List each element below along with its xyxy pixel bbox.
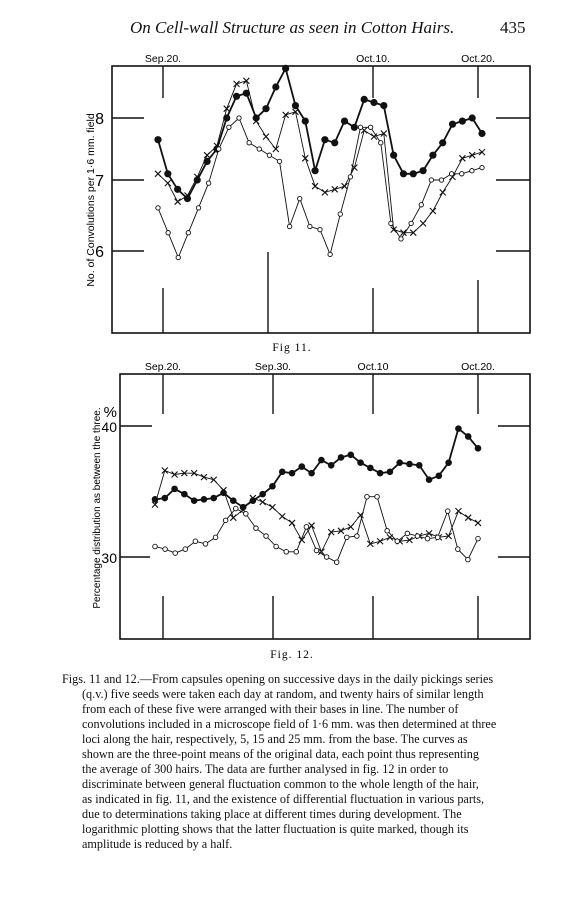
fig11-series-cross-point [273, 146, 279, 152]
fig11-series-filled-circle-point [164, 170, 171, 177]
fig11-series-filled-circle-point [174, 186, 181, 193]
caption-line: from each of these five were arranged with their bases in line. The number of [82, 702, 459, 716]
fig11-series-open-circle-point [217, 147, 221, 151]
fig12-series-open-circle-point [324, 555, 329, 560]
fig12-series-filled-circle-point [367, 465, 374, 472]
fig11-series-cross-point [430, 208, 436, 214]
fig11-series-open-circle-point [429, 178, 433, 182]
fig12-series-open-circle-point [355, 534, 360, 539]
fig12-series-open-circle-point [264, 534, 269, 539]
fig12-top-tick-sep20: Sep.20. [144, 361, 182, 373]
fig11-series-filled-circle-point [292, 102, 299, 109]
fig11-series-cross-point [243, 78, 249, 84]
fig11-series-open-circle-point [470, 169, 474, 173]
fig12-series-open-circle-point [445, 509, 450, 514]
fig11-series-cross-point [312, 183, 318, 189]
fig11-series-filled-circle-point [439, 139, 446, 146]
fig11-series-open-circle-point [338, 212, 342, 216]
fig11-series-cross-point [469, 152, 475, 158]
fig12-series-open-circle-point [294, 549, 299, 554]
fig11-series-filled-circle-point [272, 83, 279, 90]
fig12-series-cross-point [348, 524, 354, 530]
fig12-series-open-circle-point [244, 511, 249, 516]
fig12-series-open-circle-point [425, 536, 430, 541]
fig11-series-open-circle-point [176, 255, 180, 259]
fig12-series-filled-circle-point [347, 452, 354, 459]
fig11-series-filled-circle-point [351, 124, 358, 131]
fig11-series-open-circle-point [318, 227, 322, 231]
fig11-series-open-circle-point [156, 206, 160, 210]
fig11-series-filled-circle-point [370, 99, 377, 106]
fig12-series-filled-circle-point [318, 457, 325, 464]
fig11-top-tick-sep20: Sep.20. [144, 53, 182, 65]
fig12-y-tick-40: 40 [101, 419, 117, 435]
fig11-series-filled-circle-point [400, 170, 407, 177]
fig12-series-filled-circle-point [465, 433, 472, 440]
fig12-series-open-circle-point [385, 529, 390, 534]
fig12-plot-area [152, 425, 482, 564]
fig11-label: Fig 11. [272, 342, 312, 354]
fig12-series-cross-point [455, 508, 461, 514]
fig12-series-filled-circle-point [338, 454, 345, 461]
fig11-series-filled-circle-point [262, 105, 269, 112]
fig12-series-filled-circle-point [308, 470, 315, 477]
fig11-series-filled-circle-point [449, 121, 456, 128]
fig12-series-filled-circle-point [161, 495, 168, 502]
fig11-series-open-circle-point [227, 125, 231, 129]
fig12-series-filled-circle-point [455, 425, 462, 432]
fig12-series-cross-point [465, 515, 471, 521]
fig12-series-filled-circle-point [201, 496, 208, 503]
fig11-series-open-circle-point [379, 141, 383, 145]
fig11-top-tick-oct20: Oct.20. [461, 53, 495, 65]
fig11-series-open-circle-line [158, 118, 482, 258]
fig12-series-filled-circle-point [230, 497, 237, 504]
fig12-series-filled-circle-point [299, 463, 306, 470]
fig11-series-cross-point [204, 152, 210, 158]
fig11-series-open-circle-point [277, 159, 281, 163]
fig11-top-tick-oct10: Oct.10. [356, 53, 390, 65]
fig11-series-cross-point [155, 171, 161, 177]
caption-line: convolutions included in a microscope field of 1·6 mm. was then determined at three [82, 717, 497, 731]
fig11-series-filled-circle-point [282, 65, 289, 72]
fig11-series-filled-circle-point [429, 152, 436, 159]
figure-caption [62, 672, 562, 852]
fig12-series-cross-point [211, 477, 217, 483]
fig12-label: Fig. 12. [270, 649, 314, 661]
fig11-series-cross-point [371, 134, 377, 140]
fig12-series-open-circle-point [213, 535, 218, 540]
fig12-series-filled-circle-point [406, 461, 413, 468]
fig12-series-filled-circle-point [210, 495, 217, 502]
fig11-series-open-circle-point [308, 224, 312, 228]
fig12-y-tick-30: 30 [101, 550, 117, 566]
caption-line: discriminate between general fluctuation common to the whole length of the hair, [82, 777, 479, 791]
fig11-series-open-circle-point [409, 221, 413, 225]
fig12-series-filled-circle-point [445, 459, 452, 466]
fig12-series-cross-point [162, 468, 168, 474]
fig11-series-open-circle-point [206, 181, 210, 185]
fig11-series-filled-circle-point [361, 96, 368, 103]
fig12-series-cross-point [201, 474, 207, 480]
fig12-series-filled-circle-point [289, 470, 296, 477]
fig12-top-tick-oct20: Oct.20. [461, 361, 495, 373]
fig12-series-filled-circle-line [155, 429, 478, 508]
fig11-series-filled-circle-point [410, 170, 417, 177]
fig11-series-open-circle-point [460, 172, 464, 176]
fig11-series-filled-circle-point [469, 114, 476, 121]
fig11-series-cross-point [420, 220, 426, 226]
caption-line: loci along the hair, respectively, 5, 15 and 25 mm. from the base. The curves as [82, 732, 468, 746]
fig12-series-open-circle-point [405, 531, 410, 536]
fig11-series-filled-circle-point [390, 152, 397, 159]
fig12-series-filled-circle-point [475, 445, 482, 452]
fig11-series-open-circle-point [237, 116, 241, 120]
fig11-series-open-circle-point [166, 231, 170, 235]
fig12-series-open-circle-point [395, 539, 400, 544]
fig11-series-open-circle-point [480, 165, 484, 169]
fig11-series-cross-point [263, 134, 269, 140]
fig11-series-cross-point [440, 189, 446, 195]
fig12-series-filled-circle-point [269, 483, 276, 490]
fig11-series-filled-circle-point [302, 118, 309, 125]
page-number: 435 [500, 18, 526, 37]
fig11-series-open-circle-point [348, 175, 352, 179]
fig12-series-open-circle-point [203, 542, 208, 547]
running-head [0, 0, 584, 36]
fig12-series-cross-point [475, 520, 481, 526]
fig11-series-open-circle-point [267, 153, 271, 157]
fig11-series-open-circle-point [358, 125, 362, 129]
fig12-series-filled-circle-point [416, 462, 423, 469]
running-head-title: On Cell-wall Structure as seen in Cotton Hairs. [130, 18, 455, 37]
fig12-series-filled-circle-point [191, 497, 198, 504]
fig12-series-cross-point [230, 515, 236, 521]
fig11-series-open-circle-point [399, 237, 403, 241]
fig11-series-filled-circle-point [341, 118, 348, 125]
fig12-series-open-circle-point [233, 506, 238, 511]
fig12-series-open-circle-point [183, 547, 188, 552]
fig11-series-cross-point [322, 189, 328, 195]
caption-line: (q.v.) five seeds were taken each day at random, and twenty hairs of similar length [82, 687, 484, 701]
fig11-series-filled-circle-point [459, 118, 466, 125]
fig11-y-axis-label: No. of Convolutions per 1·6 mm. field [85, 113, 97, 287]
fig11-series-cross-point [342, 183, 348, 189]
fig12-y-unit: % [103, 404, 117, 421]
fig12-series-cross-point [426, 530, 432, 536]
fig11-series-filled-circle-point [321, 136, 328, 143]
fig12-series-open-circle-point [173, 551, 178, 556]
fig12-series-open-circle-point [365, 494, 370, 499]
fig12-series-open-circle-point [153, 544, 158, 549]
fig11-series-open-circle-point [287, 224, 291, 228]
fig12-y-axis-label: Percentage distribution as between the three. [92, 407, 103, 609]
fig12-series-filled-circle-point [259, 491, 266, 498]
fig11-series-cross-point [234, 81, 240, 87]
caption-line: Figs. 11 and 12.—From capsules opening on successive days in the daily pickings series [62, 672, 494, 686]
caption-line: due to determinations taking place at different times during development. The [82, 807, 462, 821]
fig11-series-open-circle-point [439, 178, 443, 182]
fig11-y-tick-8: 8 [95, 111, 104, 128]
fig11-series-open-circle-point [328, 252, 332, 256]
fig11-series-open-circle-point [186, 231, 190, 235]
fig11-y-tick-6: 6 [95, 244, 104, 261]
fig12-series-open-circle-point [466, 557, 471, 562]
fig12-series-cross-point [269, 504, 275, 510]
fig12-series-filled-circle-point [181, 491, 188, 498]
fig11-series-filled-circle-point [233, 93, 240, 100]
fig11-series-filled-circle-point [419, 167, 426, 174]
caption-line: the average of 300 hairs. The data are further analysed in fig. 12 in order to [82, 762, 449, 776]
fig11-series-cross-point [165, 180, 171, 186]
fig11-series-cross-point [175, 199, 181, 205]
fig12-series-open-circle-point [334, 560, 339, 565]
fig12-top-tick-sep30: Sep.30. [254, 361, 292, 373]
fig12-series-filled-circle-point [426, 476, 433, 483]
fig11-series-cross-point [332, 186, 338, 192]
fig12-series-open-circle-point [193, 539, 198, 544]
fig11-series-open-circle-point [368, 125, 372, 129]
fig12-series-filled-circle-point [387, 469, 394, 476]
fig11-series-cross-point [459, 155, 465, 161]
fig12-series-open-circle-point [415, 534, 420, 539]
fig12-series-cross-point [289, 520, 295, 526]
fig11-series-cross-point [292, 109, 298, 115]
fig12-series-open-circle-point [375, 494, 380, 499]
caption-line: as indicated in fig. 11, and the existence of differential fluctuation in various parts, [82, 792, 485, 806]
caption-line: amplitude is reduced by a half. [82, 837, 233, 851]
fig11-series-open-circle-point [449, 172, 453, 176]
fig11-series-filled-circle-point [478, 130, 485, 137]
fig12-series-cross-point [367, 541, 373, 547]
fig12-series-filled-circle-point [279, 469, 286, 476]
fig11-series-open-circle-point [419, 203, 423, 207]
fig11-series-open-circle-point [196, 206, 200, 210]
fig12-series-filled-circle-point [396, 459, 403, 466]
fig12-frame [120, 374, 530, 639]
fig12-series-open-circle-point [274, 544, 279, 549]
fig11-series-cross-point [283, 112, 289, 118]
fig12-series-open-circle-point [284, 549, 289, 554]
fig11-series-open-circle-point [257, 147, 261, 151]
fig11-series-cross-point [224, 106, 230, 112]
fig12-series-open-circle-point [254, 526, 259, 531]
fig12-series-open-circle-point [223, 518, 228, 523]
fig12-series-open-circle-point [344, 535, 349, 540]
fig12-series-cross-point [279, 513, 285, 519]
caption-line: shown are the three-point means of the original data, each point thus representing [82, 747, 479, 761]
fig11-series-filled-circle-point [331, 139, 338, 146]
fig12-series-filled-circle-point [328, 462, 335, 469]
fig12-series-open-circle-point [163, 547, 168, 552]
fig11-series-filled-circle-point [311, 167, 318, 174]
fig12-series-filled-circle-point [377, 470, 384, 477]
fig12-series-cross-point [260, 499, 266, 505]
fig11-y-tick-7: 7 [95, 173, 104, 190]
fig12-series-open-circle-point [314, 548, 319, 553]
fig11-series-open-circle-point [298, 196, 302, 200]
fig12-top-tick-oct10: Oct.10 [357, 361, 389, 373]
fig11-series-cross-point [479, 149, 485, 155]
fig12-series-cross-point [377, 538, 383, 544]
fig12-series-filled-circle-point [171, 486, 178, 493]
fig11-series-filled-circle-point [380, 102, 387, 109]
fig12-series-open-circle-point [456, 547, 461, 552]
caption-line: logarithmic plotting shows that the latter fluctuation is quite marked, though its [82, 822, 469, 836]
fig12-series-filled-circle-point [436, 472, 443, 479]
fig12-series-open-circle-point [435, 535, 440, 540]
fig12-series-open-circle-point [304, 525, 309, 530]
fig12-series-filled-circle-point [357, 459, 364, 466]
figure-11 [0, 40, 584, 360]
fig11-series-open-circle-point [389, 221, 393, 225]
fig11-plot-area [154, 65, 485, 260]
figure-12 [0, 356, 584, 666]
fig11-series-filled-circle-point [154, 136, 161, 143]
fig11-series-open-circle-point [247, 141, 251, 145]
fig12-series-open-circle-point [476, 536, 481, 541]
fig12-series-cross-point [309, 523, 315, 529]
